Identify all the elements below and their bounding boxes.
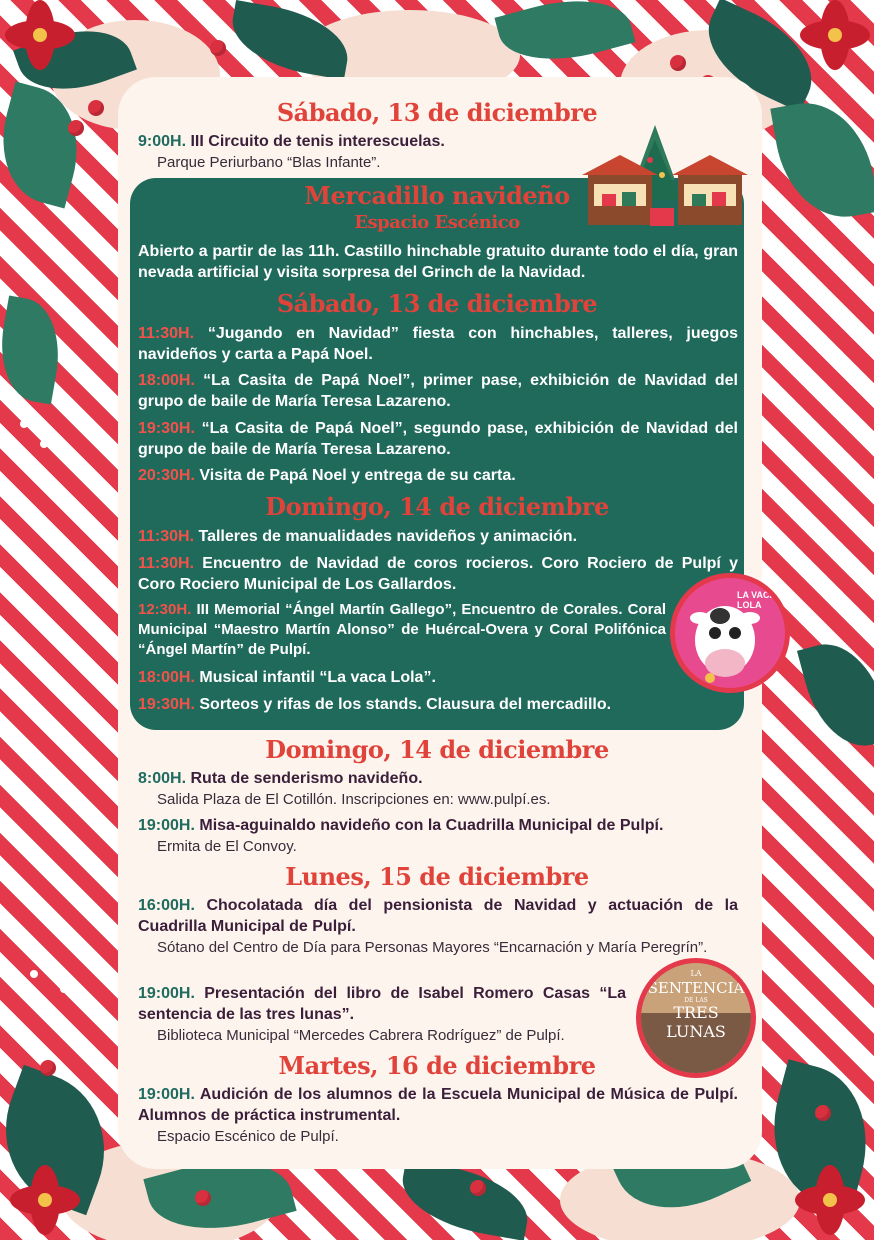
event-book-presentation xyxy=(138,983,626,1025)
event-text: Encuentro de Navidad de coros rocieros. Coro Rociero de Pulpí y Coro Rociero Municipal de Los Gallardos. xyxy=(138,555,738,593)
event-text: “Jugando en Navidad” fiesta con hinchables, talleres, juegos navideños y carta a Papá Noel. xyxy=(138,325,738,363)
berry-icon xyxy=(470,1180,486,1196)
poinsettia-icon xyxy=(5,0,75,70)
event-music-audition xyxy=(138,1084,738,1126)
event-text: “La Casita de Papá Noel”, primer pase, exhibición de Navidad del grupo de baile de María Teresa Lazareno. xyxy=(138,372,739,410)
market-event xyxy=(138,526,738,547)
event-text: Ruta de senderismo navideño. xyxy=(190,770,423,787)
market-event xyxy=(138,694,738,715)
market-event xyxy=(138,465,738,486)
event-place: Sótano del Centro de Día para Personas Mayores “Encarnación y María Peregrín”. xyxy=(157,939,708,956)
event-time: 11:30H. xyxy=(138,325,195,342)
event-time: 16:00H. xyxy=(138,897,195,914)
snow-dot xyxy=(40,440,48,448)
day-heading-sunday-market: Domingo, 14 de diciembre xyxy=(265,492,609,521)
poinsettia-icon xyxy=(800,0,870,70)
market-event xyxy=(138,667,738,688)
event-chocolatada xyxy=(138,895,738,937)
market-title: Mercadillo navideño xyxy=(304,181,570,210)
holly-leaf-icon xyxy=(396,1159,534,1240)
poinsettia-icon xyxy=(10,1165,80,1235)
day-heading-sunday: Domingo, 14 de diciembre xyxy=(265,735,609,764)
snow-dot xyxy=(60,985,68,993)
day-heading-monday: Lunes, 15 de diciembre xyxy=(285,862,589,891)
event-time: 19:00H. xyxy=(138,817,195,834)
event-time: 19:30H. xyxy=(138,420,195,437)
event-place: Ermita de El Convoy. xyxy=(157,838,297,855)
event-time: 11:30H. xyxy=(138,555,195,572)
day-heading-tuesday: Martes, 16 de diciembre xyxy=(278,1051,596,1080)
event-text: Visita de Papá Noel y entrega de su carta. xyxy=(199,467,516,484)
market-subtitle: Espacio Escénico xyxy=(354,212,520,233)
berry-icon xyxy=(670,55,686,71)
snow-dot xyxy=(840,410,848,418)
event-text: III Circuito de tenis interescuelas. xyxy=(190,133,445,150)
event-time: 11:30H. xyxy=(138,528,195,545)
poinsettia-icon xyxy=(795,1165,865,1235)
market-intro: Abierto a partir de las 11h. Castillo hinchable gratuito durante todo el día, gran nevada artificial y visita sorpresa del Grinch de la Navidad. xyxy=(138,243,738,281)
holly-leaf-icon xyxy=(226,0,355,80)
event-text: Chocolatada día del pensionista de Navidad y actuación de la Cuadrilla Municipal de Pulpí. xyxy=(138,897,738,935)
event-text: “La Casita de Papá Noel”, segundo pase, exhibición de Navidad del grupo de baile de María Teresa Lazareno. xyxy=(138,420,738,458)
event-text: Audición de los alumnos de la Escuela Municipal de Música de Pulpí. Alumnos de práctica instrumental. xyxy=(138,1086,738,1124)
event-time: 12:30H. xyxy=(138,601,192,618)
book-cover-title1: SENTENCIA xyxy=(647,979,745,997)
event-time: 8:00H. xyxy=(138,770,187,787)
event-text: Musical infantil “La vaca Lola”. xyxy=(199,669,436,686)
event-text: Presentación del libro de Isabel Romero Casas “La sentencia de las tres lunas”. xyxy=(138,985,626,1023)
event-time: 18:00H. xyxy=(138,669,195,686)
event-hiking xyxy=(138,768,738,789)
vaca-lola-badge-text: LA VACA LOLA xyxy=(737,590,776,610)
day-heading-saturday: Sábado, 13 de diciembre xyxy=(276,98,598,127)
book-cover-small: DE LAS xyxy=(684,997,708,1004)
event-time: 19:30H. xyxy=(138,696,195,713)
berry-icon xyxy=(195,1190,211,1206)
snow-dot xyxy=(795,420,803,428)
event-text: III Memorial “Ángel Martín Gallego”, Encuentro de Corales. Coral Municipal “Maestro Martín Alonso” de Huércal-Overa y Coral Polifónica “Ángel Martín” de Pulpí. xyxy=(138,601,666,658)
snow-dot xyxy=(20,420,28,428)
market-event xyxy=(138,370,738,412)
event-time: 19:00H. xyxy=(138,985,195,1002)
event-time: 20:30H. xyxy=(138,467,195,484)
book-cover-title2: TRES LUNAS xyxy=(666,1003,726,1041)
book-cover-top: LA xyxy=(690,969,702,978)
market-event xyxy=(138,418,738,460)
event-place: Parque Periurbano “Blas Infante”. xyxy=(157,154,381,171)
event-mass xyxy=(138,815,738,836)
market-event xyxy=(138,600,666,660)
event-time: 18:00H. xyxy=(138,372,195,389)
berry-icon xyxy=(210,40,226,56)
event-text: Talleres de manualidades navideños y animación. xyxy=(198,528,578,545)
event-place: Salida Plaza de El Cotillón. Inscripciones en: www.pulpí.es. xyxy=(157,791,551,808)
snow-dot xyxy=(30,970,38,978)
event-text: Sorteos y rifas de los stands. Clausura del mercadillo. xyxy=(199,696,612,713)
market-event xyxy=(138,553,738,595)
berry-icon xyxy=(815,1105,831,1121)
event-time: 9:00H. xyxy=(138,133,187,150)
market-event xyxy=(138,323,738,365)
event-place: Espacio Escénico de Pulpí. xyxy=(157,1128,339,1145)
day-heading-saturday-market: Sábado, 13 de diciembre xyxy=(276,289,598,318)
vaca-lola-badge xyxy=(670,573,790,693)
event-place: Biblioteca Municipal “Mercedes Cabrera Rodríguez” de Pulpí. xyxy=(157,1027,565,1044)
event-time: 19:00H. xyxy=(138,1086,195,1103)
event-text: Misa-aguinaldo navideño con la Cuadrilla Municipal de Pulpí. xyxy=(199,817,664,834)
snow-dot xyxy=(820,440,828,448)
